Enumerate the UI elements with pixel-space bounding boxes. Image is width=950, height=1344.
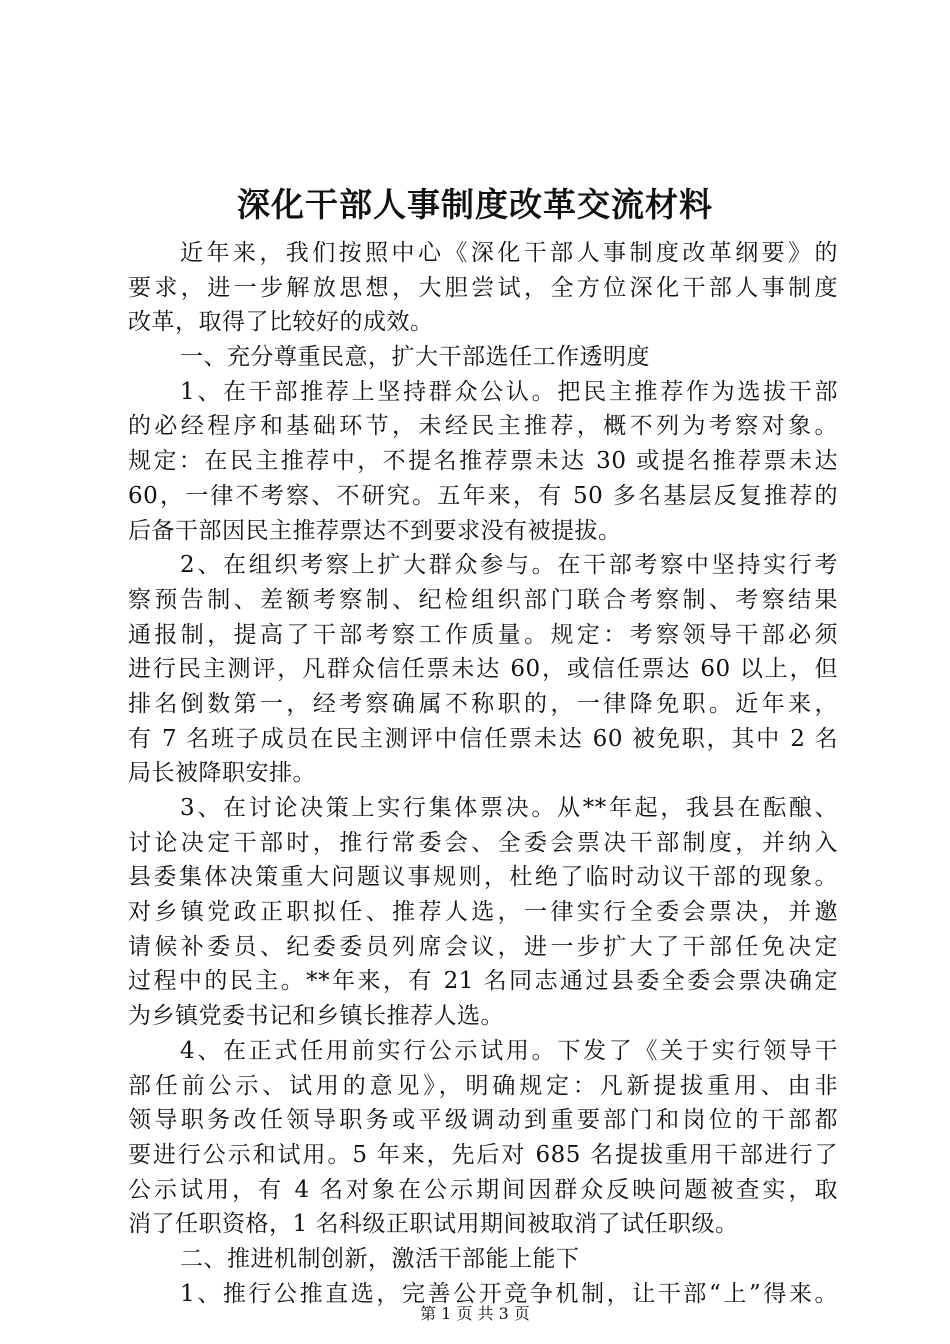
document-title: 深化干部人事制度改革交流材料 (237, 185, 713, 224)
paragraph-line: 部任前公示、试用的意见》，明确规定：凡新提拔重用、由非 (128, 1072, 838, 1099)
paragraph-line: 有 7 名班子成员在民主测评中信任票未达 60 被免职，其中 2 名 (128, 725, 838, 752)
paragraph-line: 4、在正式任用前实行公示试用。下发了《关于实行领导干 (180, 1037, 838, 1064)
document-body (128, 236, 838, 1311)
paragraph-line: 局长被降职安排。 (128, 760, 316, 787)
paragraph-line: 近年来，我们按照中心《深化干部人事制度改革纲要》的 (180, 240, 838, 266)
section-heading: 一、充分尊重民意，扩大干部选任工作透明度 (180, 344, 650, 371)
paragraph-line: 后备干部因民主推荐票达不到要求没有被提拔。 (128, 517, 622, 544)
paragraph-line: 60，一律不考察、不研究。五年来，有 50 多名基层反复推荐的 (128, 482, 838, 509)
paragraph-line: 3、在讨论决策上实行集体票决。从**年起，我县在酝酿、 (180, 795, 838, 821)
paragraph-line: 领导职务改任领导职务或平级调动到重要部门和岗位的干部都 (128, 1107, 838, 1134)
paragraph-line: 排名倒数第一，经考察确属不称职的，一律降免职。近年来， (128, 690, 838, 717)
paragraph-line: 要求，进一步解放思想，大胆尝试，全方位深化干部人事制度 (128, 274, 838, 301)
paragraph-line: 通报制，提高了干部考察工作质量。规定：考察领导干部必须 (128, 621, 838, 648)
paragraph-line: 的必经程序和基础环节，未经民主推荐，概不列为考察对象。 (128, 413, 838, 440)
paragraph-line: 1、在干部推荐上坚持群众公认。把民主推荐作为选拔干部 (180, 378, 838, 405)
paragraph-line: 请候补委员、纪委委员列席会议，进一步扩大了干部任免决定 (128, 933, 838, 960)
paragraph-line: 公示试用，有 4 名对象在公示期间因群众反映问题被查实，取 (128, 1176, 838, 1203)
paragraph-line: 消了任职资格，1 名科级正职试用期间被取消了试任职级。 (128, 1211, 739, 1238)
paragraph-line: 1、推行公推直选，完善公开竞争机制，让干部“上”得来。 (180, 1280, 838, 1307)
paragraph-line: 规定：在民主推荐中，不提名推荐票未达 30 或提名推荐票未达 (128, 448, 838, 475)
paragraph-line: 进行民主测评，凡群众信任票未达 60，或信任票达 60 以上，但 (128, 656, 838, 683)
paragraph-line: 为乡镇党委书记和乡镇长推荐人选。 (128, 1003, 504, 1030)
paragraph-line: 2、在组织考察上扩大群众参与。在干部考察中坚持实行考 (180, 552, 838, 579)
paragraph-line: 讨论决定干部时，推行常委会、全委会票决干部制度，并纳入 (128, 829, 838, 856)
section-heading: 二、推进机制创新，激活干部能上能下 (180, 1245, 580, 1272)
paragraph-line: 过程中的民主。**年来，有 21 名同志通过县委全委会票决确定 (128, 968, 838, 995)
paragraph-line: 要进行公示和试用。5 年来，先后对 685 名提拔重用干部进行了 (128, 1141, 838, 1168)
paragraph-line: 察预告制、差额考察制、纪检组织部门联合考察制、考察结果 (128, 586, 838, 613)
page-number-footer: 第 1 页 共 3 页 (420, 1304, 530, 1323)
paragraph-line: 改革，取得了比较好的成效。 (128, 309, 434, 336)
paragraph-line: 对乡镇党政正职拟任、推荐人选，一律实行全委会票决，并邀 (128, 899, 838, 926)
paragraph-line: 县委集体决策重大问题议事规则，杜绝了临时动议干部的现象。 (128, 864, 838, 891)
